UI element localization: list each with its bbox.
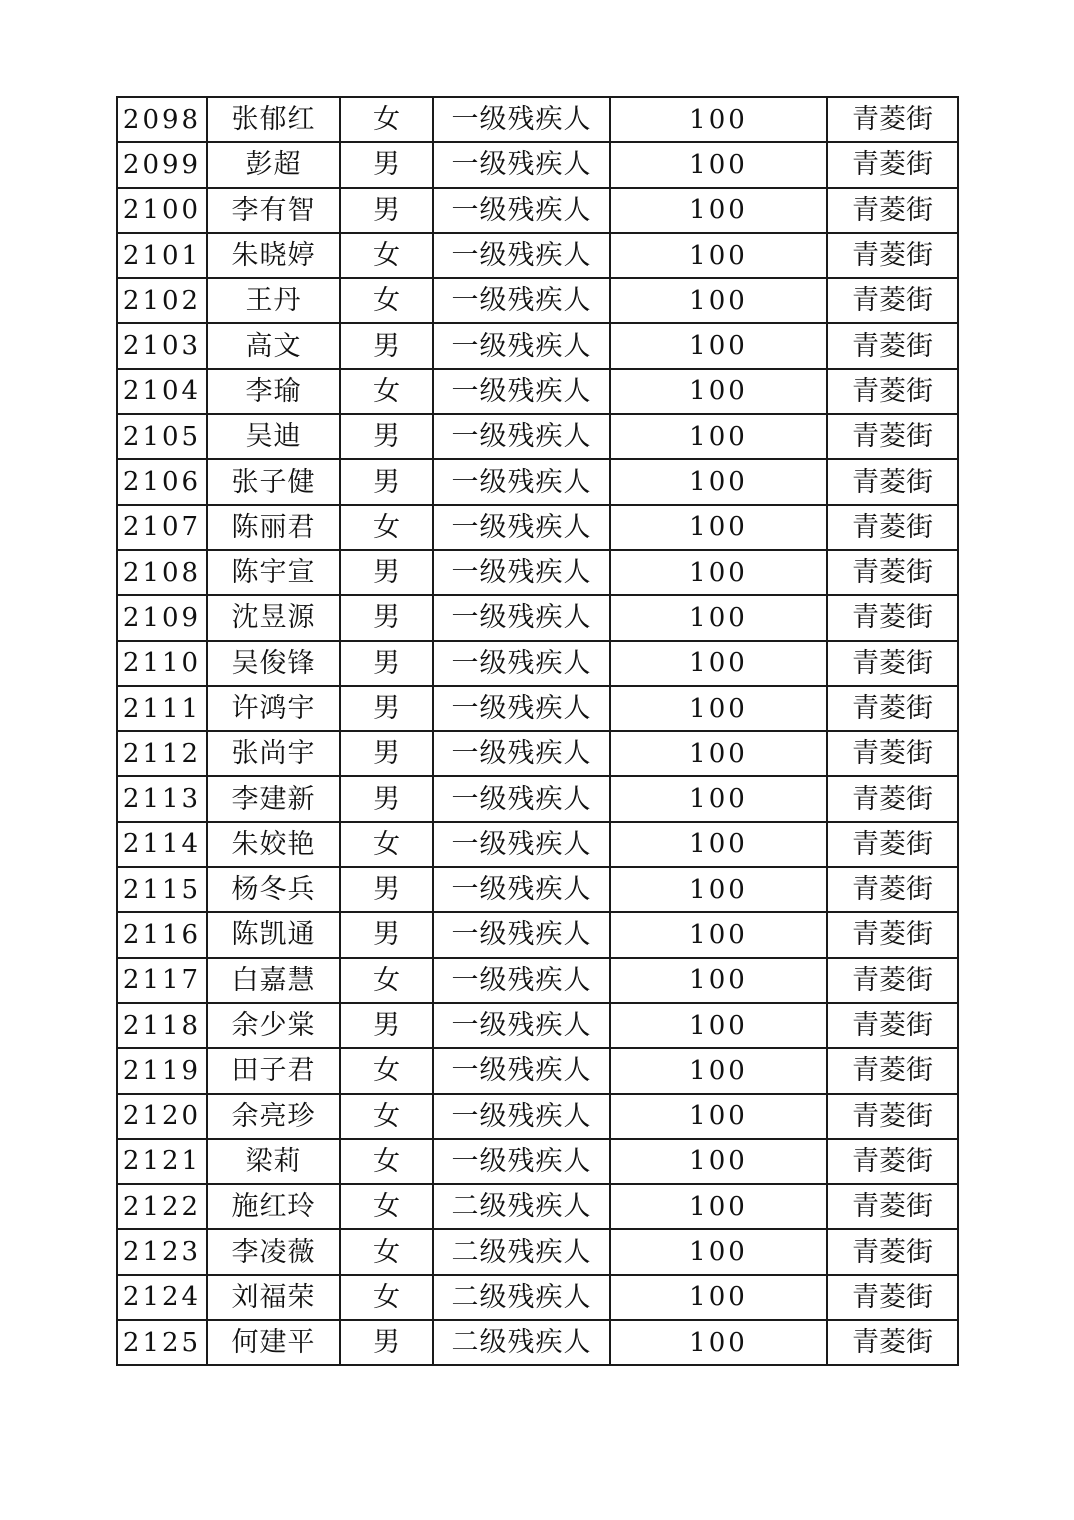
table-row [117, 731, 958, 776]
serial-number-cell: 2100 [117, 188, 207, 233]
name-cell: 李建新 [207, 776, 340, 821]
name-cell: 梁莉 [207, 1139, 340, 1184]
gender-cell: 女 [340, 369, 433, 414]
disability-level-cell: 一级残疾人 [433, 958, 610, 1003]
amount-cell: 100 [610, 1048, 827, 1093]
serial-number-cell: 2122 [117, 1184, 207, 1229]
serial-number-cell: 2121 [117, 1139, 207, 1184]
table-row [117, 278, 958, 323]
serial-number-cell: 2114 [117, 822, 207, 867]
name-cell: 杨冬兵 [207, 867, 340, 912]
gender-cell: 男 [340, 414, 433, 459]
name-cell: 朱晓婷 [207, 233, 340, 278]
name-cell: 朱姣艳 [207, 822, 340, 867]
name-cell: 许鸿宇 [207, 686, 340, 731]
serial-number-cell: 2111 [117, 686, 207, 731]
serial-number-cell: 2108 [117, 550, 207, 595]
name-cell: 何建平 [207, 1320, 340, 1365]
table-row [117, 550, 958, 595]
table-row [117, 912, 958, 957]
disability-level-cell: 一级残疾人 [433, 641, 610, 686]
table-row [117, 1048, 958, 1093]
disability-level-cell: 二级残疾人 [433, 1229, 610, 1274]
disability-level-cell: 一级残疾人 [433, 867, 610, 912]
disability-level-cell: 一级残疾人 [433, 1048, 610, 1093]
gender-cell: 女 [340, 1184, 433, 1229]
table-row [117, 958, 958, 1003]
gender-cell: 男 [340, 912, 433, 957]
amount-cell: 100 [610, 822, 827, 867]
serial-number-cell: 2101 [117, 233, 207, 278]
serial-number-cell: 2118 [117, 1003, 207, 1048]
table-row [117, 641, 958, 686]
serial-number-cell: 2112 [117, 731, 207, 776]
street-cell: 青菱街 [827, 595, 958, 640]
table-row [117, 505, 958, 550]
table-row [117, 686, 958, 731]
amount-cell: 100 [610, 1139, 827, 1184]
amount-cell: 100 [610, 1184, 827, 1229]
amount-cell: 100 [610, 414, 827, 459]
name-cell: 吴迪 [207, 414, 340, 459]
table-row [117, 776, 958, 821]
table-row [117, 1184, 958, 1229]
street-cell: 青菱街 [827, 505, 958, 550]
name-cell: 李凌薇 [207, 1229, 340, 1274]
table-row [117, 459, 958, 504]
street-cell: 青菱街 [827, 1320, 958, 1365]
street-cell: 青菱街 [827, 323, 958, 368]
amount-cell: 100 [610, 1229, 827, 1274]
name-cell: 施红玲 [207, 1184, 340, 1229]
amount-cell: 100 [610, 867, 827, 912]
name-cell: 陈丽君 [207, 505, 340, 550]
serial-number-cell: 2103 [117, 323, 207, 368]
amount-cell: 100 [610, 233, 827, 278]
gender-cell: 女 [340, 1275, 433, 1320]
amount-cell: 100 [610, 369, 827, 414]
table-row [117, 233, 958, 278]
serial-number-cell: 2124 [117, 1275, 207, 1320]
name-cell: 沈昱源 [207, 595, 340, 640]
roster-table [116, 96, 959, 1366]
serial-number-cell: 2123 [117, 1229, 207, 1274]
street-cell: 青菱街 [827, 776, 958, 821]
name-cell: 吴俊锋 [207, 641, 340, 686]
street-cell: 青菱街 [827, 912, 958, 957]
disability-level-cell: 一级残疾人 [433, 188, 610, 233]
street-cell: 青菱街 [827, 1003, 958, 1048]
serial-number-cell: 2107 [117, 505, 207, 550]
serial-number-cell: 2115 [117, 867, 207, 912]
name-cell: 余少棠 [207, 1003, 340, 1048]
table-row [117, 1320, 958, 1365]
gender-cell: 女 [340, 233, 433, 278]
street-cell: 青菱街 [827, 142, 958, 187]
name-cell: 陈宇宣 [207, 550, 340, 595]
disability-level-cell: 一级残疾人 [433, 142, 610, 187]
amount-cell: 100 [610, 958, 827, 1003]
street-cell: 青菱街 [827, 731, 958, 776]
disability-level-cell: 一级残疾人 [433, 369, 610, 414]
serial-number-cell: 2113 [117, 776, 207, 821]
table-row [117, 1094, 958, 1139]
serial-number-cell: 2106 [117, 459, 207, 504]
serial-number-cell: 2110 [117, 641, 207, 686]
street-cell: 青菱街 [827, 686, 958, 731]
serial-number-cell: 2120 [117, 1094, 207, 1139]
disability-level-cell: 二级残疾人 [433, 1275, 610, 1320]
disability-level-cell: 一级残疾人 [433, 278, 610, 323]
serial-number-cell: 2104 [117, 369, 207, 414]
gender-cell: 女 [340, 278, 433, 323]
street-cell: 青菱街 [827, 97, 958, 142]
amount-cell: 100 [610, 776, 827, 821]
table-row [117, 323, 958, 368]
gender-cell: 女 [340, 1094, 433, 1139]
street-cell: 青菱街 [827, 278, 958, 323]
serial-number-cell: 2109 [117, 595, 207, 640]
gender-cell: 男 [340, 1003, 433, 1048]
gender-cell: 女 [340, 1139, 433, 1184]
name-cell: 张子健 [207, 459, 340, 504]
gender-cell: 女 [340, 958, 433, 1003]
name-cell: 高文 [207, 323, 340, 368]
street-cell: 青菱街 [827, 1139, 958, 1184]
gender-cell: 男 [340, 459, 433, 504]
table-row [117, 595, 958, 640]
gender-cell: 男 [340, 731, 433, 776]
disability-level-cell: 一级残疾人 [433, 595, 610, 640]
table-row [117, 1003, 958, 1048]
serial-number-cell: 2099 [117, 142, 207, 187]
gender-cell: 女 [340, 505, 433, 550]
name-cell: 王丹 [207, 278, 340, 323]
disability-level-cell: 一级残疾人 [433, 912, 610, 957]
gender-cell: 女 [340, 97, 433, 142]
amount-cell: 100 [610, 1320, 827, 1365]
street-cell: 青菱街 [827, 1094, 958, 1139]
street-cell: 青菱街 [827, 1184, 958, 1229]
gender-cell: 男 [340, 776, 433, 821]
name-cell: 刘福荣 [207, 1275, 340, 1320]
gender-cell: 女 [340, 1048, 433, 1093]
table-row [117, 822, 958, 867]
name-cell: 李有智 [207, 188, 340, 233]
street-cell: 青菱街 [827, 414, 958, 459]
disability-level-cell: 一级残疾人 [433, 505, 610, 550]
table-row [117, 1275, 958, 1320]
serial-number-cell: 2119 [117, 1048, 207, 1093]
gender-cell: 男 [340, 686, 433, 731]
street-cell: 青菱街 [827, 188, 958, 233]
street-cell: 青菱街 [827, 1229, 958, 1274]
disability-level-cell: 一级残疾人 [433, 550, 610, 595]
amount-cell: 100 [610, 641, 827, 686]
name-cell: 陈凯通 [207, 912, 340, 957]
street-cell: 青菱街 [827, 1048, 958, 1093]
disability-level-cell: 一级残疾人 [433, 459, 610, 504]
amount-cell: 100 [610, 550, 827, 595]
amount-cell: 100 [610, 142, 827, 187]
table-row [117, 1139, 958, 1184]
name-cell: 彭超 [207, 142, 340, 187]
serial-number-cell: 2102 [117, 278, 207, 323]
disability-level-cell: 一级残疾人 [433, 414, 610, 459]
disability-level-cell: 一级残疾人 [433, 1003, 610, 1048]
street-cell: 青菱街 [827, 369, 958, 414]
amount-cell: 100 [610, 912, 827, 957]
table-row [117, 97, 958, 142]
serial-number-cell: 2116 [117, 912, 207, 957]
gender-cell: 男 [340, 595, 433, 640]
serial-number-cell: 2098 [117, 97, 207, 142]
disability-level-cell: 一级残疾人 [433, 731, 610, 776]
amount-cell: 100 [610, 731, 827, 776]
street-cell: 青菱街 [827, 867, 958, 912]
table-row [117, 188, 958, 233]
roster-table-body [117, 97, 958, 1365]
table-row [117, 867, 958, 912]
name-cell: 张郁红 [207, 97, 340, 142]
street-cell: 青菱街 [827, 641, 958, 686]
street-cell: 青菱街 [827, 1275, 958, 1320]
disability-level-cell: 一级残疾人 [433, 233, 610, 278]
serial-number-cell: 2105 [117, 414, 207, 459]
amount-cell: 100 [610, 595, 827, 640]
serial-number-cell: 2125 [117, 1320, 207, 1365]
street-cell: 青菱街 [827, 233, 958, 278]
disability-level-cell: 一级残疾人 [433, 323, 610, 368]
disability-level-cell: 一级残疾人 [433, 686, 610, 731]
gender-cell: 女 [340, 1229, 433, 1274]
gender-cell: 女 [340, 822, 433, 867]
gender-cell: 男 [340, 550, 433, 595]
name-cell: 张尚宇 [207, 731, 340, 776]
amount-cell: 100 [610, 1094, 827, 1139]
table-row [117, 1229, 958, 1274]
amount-cell: 100 [610, 278, 827, 323]
gender-cell: 男 [340, 142, 433, 187]
disability-level-cell: 二级残疾人 [433, 1184, 610, 1229]
gender-cell: 男 [340, 188, 433, 233]
table-row [117, 414, 958, 459]
name-cell: 白嘉慧 [207, 958, 340, 1003]
amount-cell: 100 [610, 505, 827, 550]
street-cell: 青菱街 [827, 822, 958, 867]
amount-cell: 100 [610, 1003, 827, 1048]
disability-level-cell: 一级残疾人 [433, 1139, 610, 1184]
gender-cell: 男 [340, 323, 433, 368]
name-cell: 田子君 [207, 1048, 340, 1093]
amount-cell: 100 [610, 1275, 827, 1320]
disability-level-cell: 二级残疾人 [433, 1320, 610, 1365]
street-cell: 青菱街 [827, 459, 958, 504]
table-row [117, 142, 958, 187]
amount-cell: 100 [610, 188, 827, 233]
name-cell: 李瑜 [207, 369, 340, 414]
table-row [117, 369, 958, 414]
disability-level-cell: 一级残疾人 [433, 1094, 610, 1139]
amount-cell: 100 [610, 459, 827, 504]
disability-level-cell: 一级残疾人 [433, 776, 610, 821]
street-cell: 青菱街 [827, 550, 958, 595]
serial-number-cell: 2117 [117, 958, 207, 1003]
disability-level-cell: 一级残疾人 [433, 822, 610, 867]
gender-cell: 男 [340, 867, 433, 912]
amount-cell: 100 [610, 686, 827, 731]
amount-cell: 100 [610, 323, 827, 368]
name-cell: 余亮珍 [207, 1094, 340, 1139]
disability-level-cell: 一级残疾人 [433, 97, 610, 142]
amount-cell: 100 [610, 97, 827, 142]
gender-cell: 男 [340, 641, 433, 686]
gender-cell: 男 [340, 1320, 433, 1365]
street-cell: 青菱街 [827, 958, 958, 1003]
